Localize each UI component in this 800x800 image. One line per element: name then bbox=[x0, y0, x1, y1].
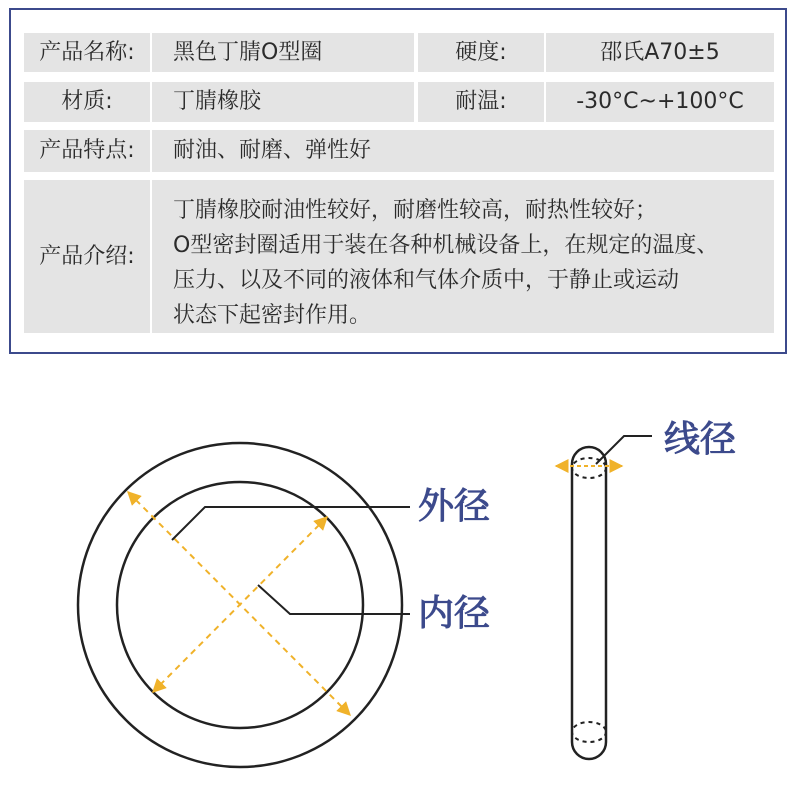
outer-diameter-leader bbox=[172, 507, 410, 540]
outer-diameter-label: 外径 bbox=[418, 486, 491, 527]
introduction-label: 产品介绍: bbox=[24, 180, 150, 333]
introduction-line: 丁腈橡胶耐油性较好，耐磨性较高，耐热性较好； bbox=[173, 198, 658, 223]
inner-diameter-label: 内径 bbox=[418, 593, 491, 634]
material-value: 丁腈橡胶 bbox=[152, 82, 414, 122]
product-name-value: 黑色丁腈O型圈 bbox=[152, 33, 414, 72]
inner-diameter-leader bbox=[258, 585, 410, 614]
outer-diameter-arrow bbox=[128, 492, 350, 715]
temperature-value: -30°C~+100°C bbox=[546, 82, 774, 122]
material-label: 材质: bbox=[24, 82, 150, 122]
introduction-line: 状态下起密封作用。 bbox=[173, 303, 372, 328]
hardness-value: 邵氏A70±5 bbox=[546, 33, 774, 72]
cord-top-section bbox=[572, 458, 606, 478]
introduction-line: O型密封圈适用于装在各种机械设备上，在规定的温度、 bbox=[173, 233, 719, 258]
cross-section-label: 线径 bbox=[664, 419, 737, 460]
hardness-label: 硬度: bbox=[418, 33, 544, 72]
product-name-label: 产品名称: bbox=[24, 33, 150, 72]
features-label: 产品特点: bbox=[24, 130, 150, 172]
introduction-line: 压力、以及不同的液体和气体介质中，于静止或运动 bbox=[173, 268, 680, 293]
features-value: 耐油、耐磨、弹性好 bbox=[152, 130, 774, 172]
temperature-label: 耐温: bbox=[418, 82, 544, 122]
cord-side-view bbox=[572, 447, 606, 759]
cord-bottom-section bbox=[572, 722, 606, 742]
introduction-text bbox=[152, 180, 774, 333]
